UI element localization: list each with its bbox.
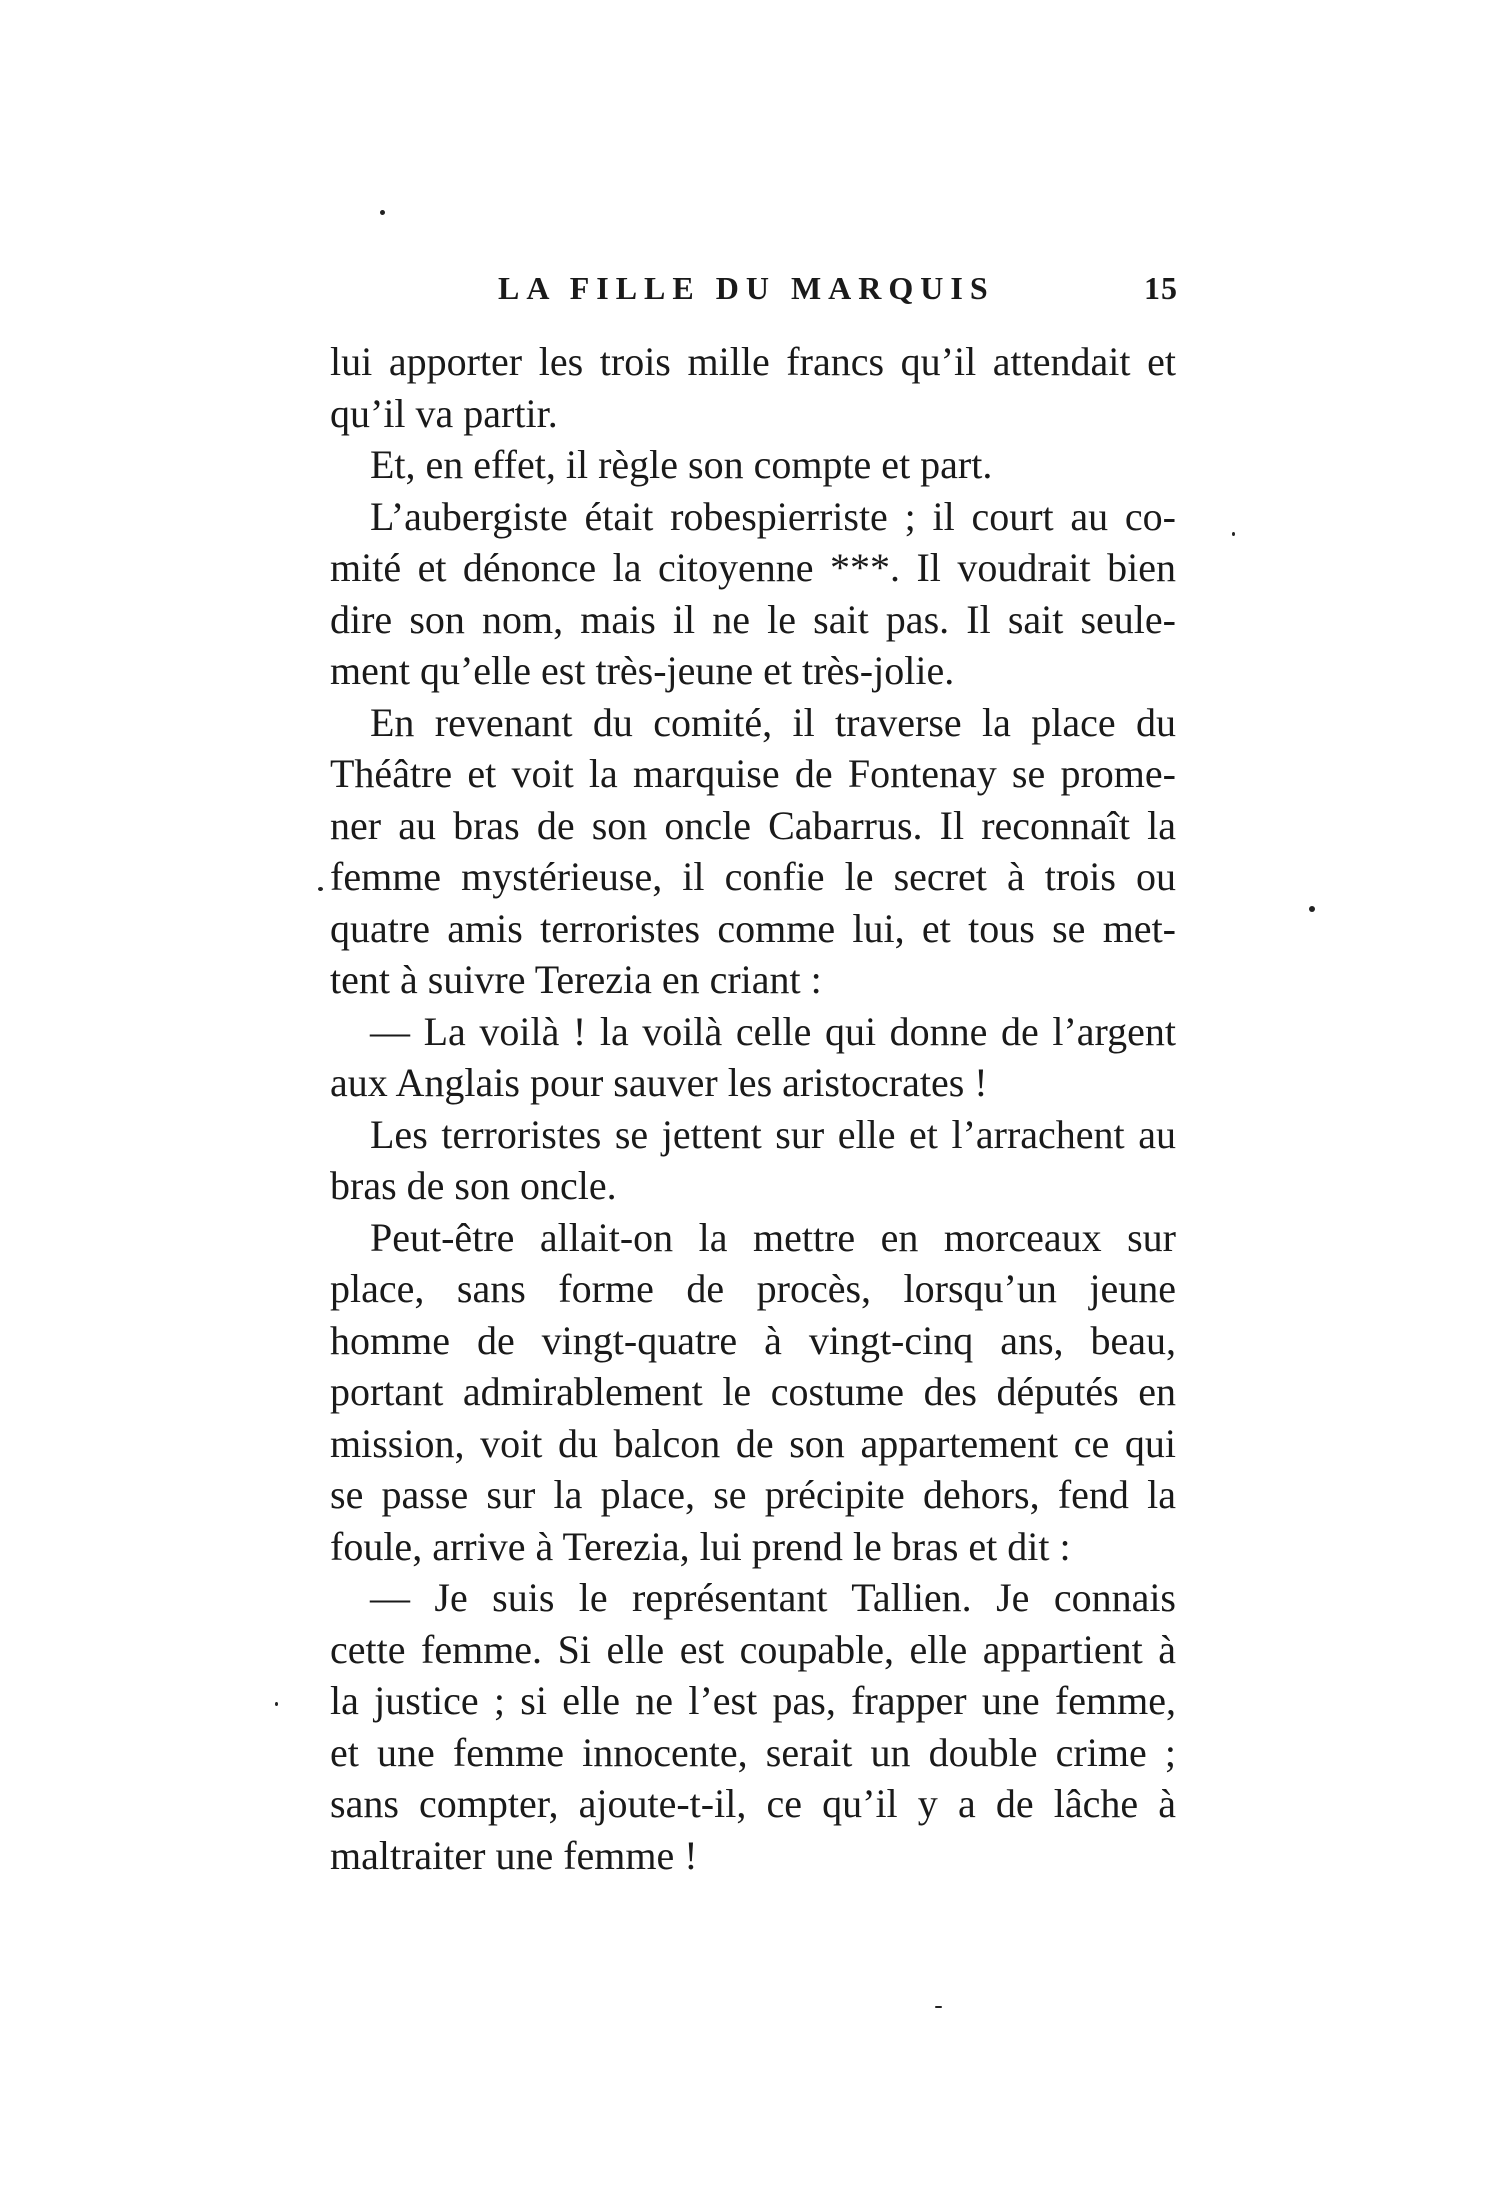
text-line: — La voilà ! la voilà celle qui donne de l’argent bbox=[370, 1008, 1176, 1054]
scan-speck bbox=[380, 210, 385, 215]
text-line: bras de son oncle. bbox=[330, 1163, 617, 1208]
scan-speck bbox=[318, 887, 323, 891]
text-line: foule, arrive à Terezia, lui prend le bras et dit : bbox=[330, 1523, 1071, 1569]
text-line: mité et dénonce la citoyenne ***. Il voudrait bien bbox=[330, 545, 1176, 590]
text-line: ner au bras de son oncle Cabarrus. Il reconnaît la bbox=[330, 802, 1176, 848]
text-line: Théâtre et voit la marquise de Fontenay se prome- bbox=[330, 751, 1176, 796]
scan-speck bbox=[935, 2006, 942, 2008]
text-line: dire son nom, mais il ne le sait pas. Il sait seule- bbox=[330, 596, 1176, 642]
text-line: qu’il va partir. bbox=[330, 390, 558, 436]
text-line: — Je suis le représentant Tallien. Je connais bbox=[370, 1575, 1176, 1620]
running-head bbox=[498, 268, 1178, 308]
scan-speck bbox=[1232, 532, 1235, 536]
text-line: tent à suivre Terezia en criant : bbox=[330, 957, 822, 1002]
text-line: quatre amis terroristes comme lui, et tous se met- bbox=[330, 905, 1176, 951]
text-line: et une femme innocente, serait un double crime ; bbox=[330, 1729, 1176, 1775]
text-line: cette femme. Si elle est coupable, elle appartient à bbox=[330, 1626, 1176, 1672]
text-line: Et, en effet, il règle son compte et part. bbox=[370, 442, 993, 487]
text-line: sans compter, ajoute-t-il, ce qu’il y a de lâche à bbox=[330, 1781, 1176, 1826]
text-line: aux Anglais pour sauver les aristocrates ! bbox=[330, 1060, 988, 1105]
text-line: maltraiter une femme ! bbox=[330, 1832, 698, 1878]
text-line: se passe sur la place, se précipite dehors, fend la bbox=[330, 1472, 1176, 1517]
text-line: Peut-être allait-on la mettre en morceaux sur bbox=[370, 1214, 1176, 1260]
text-line: la justice ; si elle ne l’est pas, frapper une femme, bbox=[330, 1678, 1176, 1723]
running-title: LA FILLE DU MARQUIS bbox=[498, 270, 995, 306]
scan-speck bbox=[1309, 906, 1315, 912]
body-text bbox=[330, 336, 1176, 1881]
page-number: 15 bbox=[1144, 270, 1178, 306]
text-line: En revenant du comité, il traverse la place du bbox=[370, 699, 1176, 745]
text-line: Les terroristes se jettent sur elle et l’arrachent au bbox=[370, 1111, 1176, 1157]
text-line: portant admirablement le costume des députés en bbox=[330, 1369, 1176, 1414]
text-line: ment qu’elle est très-jeune et très-jolie. bbox=[330, 648, 955, 693]
text-line: place, sans forme de procès, lorsqu’un jeune bbox=[330, 1266, 1176, 1311]
text-line: femme mystérieuse, il confie le secret à trois ou bbox=[330, 854, 1176, 899]
text-line: L’aubergiste était robespierriste ; il court au co- bbox=[370, 493, 1176, 539]
text-line: mission, voit du balcon de son appartement ce qui bbox=[330, 1420, 1176, 1466]
scan-speck bbox=[275, 1702, 278, 1706]
text-line: homme de vingt-quatre à vingt-cinq ans, beau, bbox=[330, 1317, 1176, 1363]
text-line: lui apporter les trois mille francs qu’il attendait et bbox=[330, 339, 1176, 384]
